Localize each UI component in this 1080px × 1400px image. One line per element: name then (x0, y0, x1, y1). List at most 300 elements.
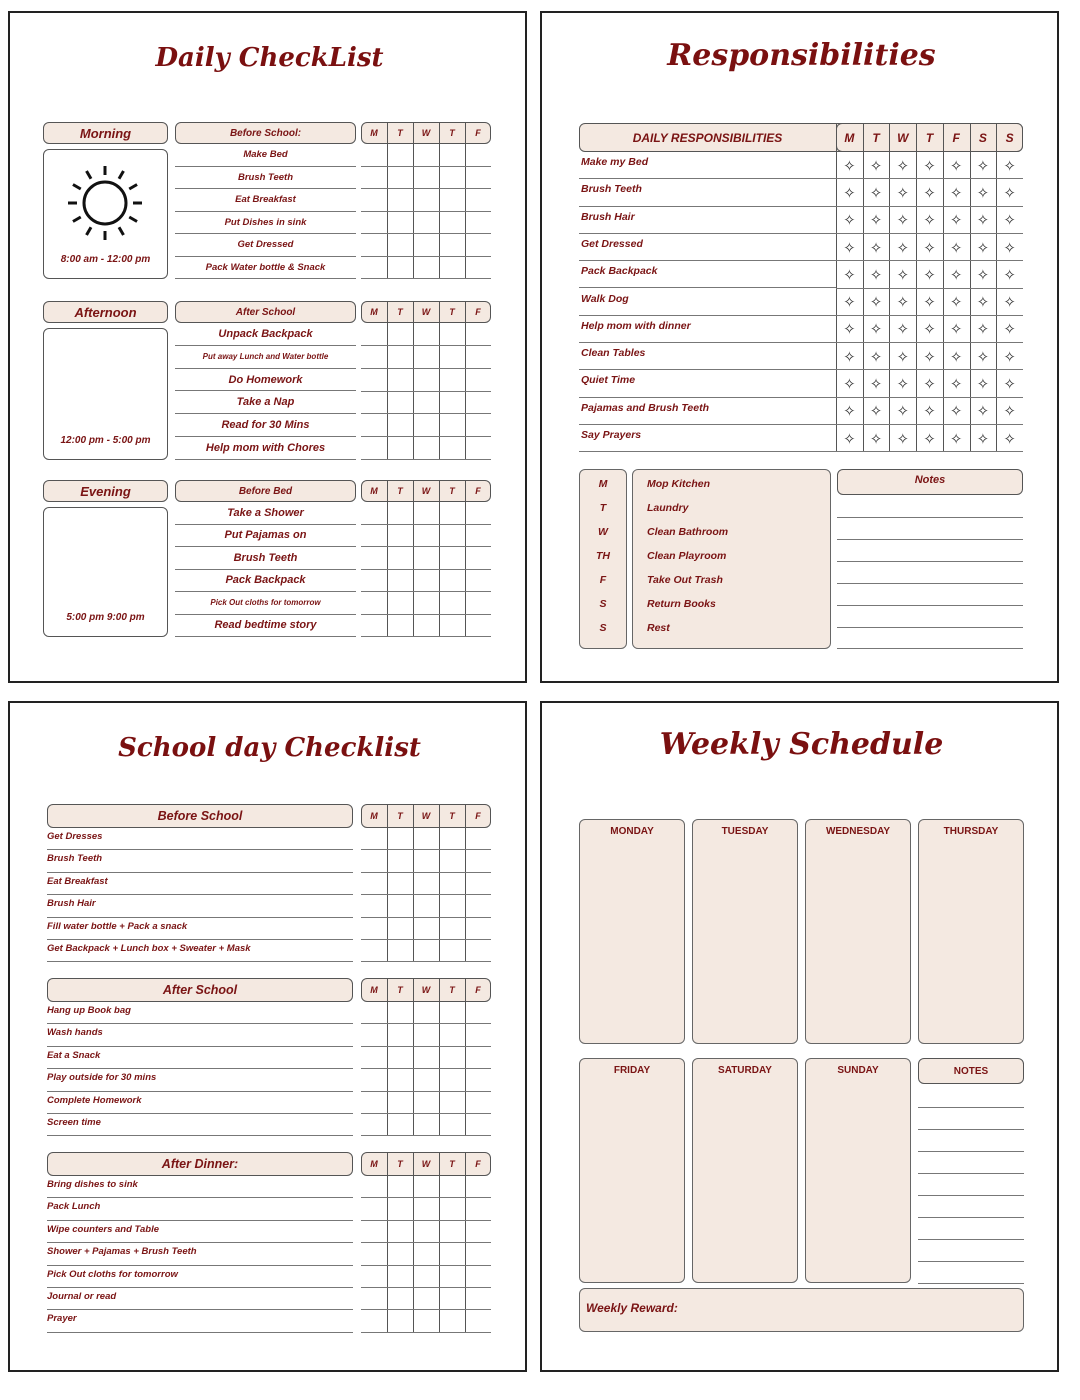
checkbox-cell[interactable] (361, 940, 387, 962)
star-checkbox[interactable]: ✧ (896, 266, 910, 284)
checkbox-cell[interactable] (439, 570, 465, 593)
checkbox-cell[interactable] (413, 1047, 439, 1069)
checkbox-cell[interactable] (413, 615, 439, 638)
checkbox-cell[interactable] (465, 525, 491, 548)
checkbox-cell[interactable] (439, 1002, 465, 1024)
star-checkbox[interactable]: ✧ (896, 430, 910, 448)
checkbox-cell[interactable] (361, 1266, 387, 1288)
checkbox-cell[interactable] (413, 940, 439, 962)
checkbox-cell[interactable] (413, 1221, 439, 1243)
checkbox-cell[interactable] (387, 437, 413, 460)
star-checkbox[interactable]: ✧ (923, 212, 936, 230)
star-checkbox[interactable]: ✧ (949, 348, 963, 366)
checkbox-cell[interactable] (439, 1092, 465, 1114)
checkbox-cell[interactable] (439, 1221, 465, 1243)
day-box-friday[interactable] (579, 1058, 685, 1283)
checkbox-cell[interactable] (439, 323, 465, 346)
star-checkbox[interactable]: ✧ (1003, 266, 1016, 284)
checkbox-cell[interactable] (413, 212, 439, 235)
checkbox-cell[interactable] (439, 189, 465, 212)
checkbox-cell[interactable] (387, 346, 413, 369)
checkbox-cell[interactable] (413, 437, 439, 460)
notes-line[interactable] (918, 1151, 1024, 1152)
checkbox-cell[interactable] (439, 1114, 465, 1136)
checkbox-cell[interactable] (465, 502, 491, 525)
star-checkbox[interactable]: ✧ (896, 348, 910, 366)
notes-line[interactable] (918, 1239, 1024, 1240)
checkbox-cell[interactable] (387, 323, 413, 346)
checkbox-cell[interactable] (387, 414, 413, 437)
checkbox-cell[interactable] (465, 1069, 491, 1091)
checkbox-cell[interactable] (413, 1002, 439, 1024)
checkbox-cell[interactable] (439, 615, 465, 638)
checkbox-cell[interactable] (439, 1266, 465, 1288)
checkbox-cell[interactable] (465, 257, 491, 280)
checkbox-cell[interactable] (465, 189, 491, 212)
star-checkbox[interactable]: ✧ (976, 212, 990, 230)
section-name-label: Evening (43, 480, 168, 502)
star-checkbox[interactable]: ✧ (949, 376, 963, 394)
checkbox-cell[interactable] (387, 547, 413, 570)
checkbox-cell[interactable] (465, 437, 491, 460)
notes-line[interactable] (837, 605, 1023, 606)
star-checkbox[interactable]: ✧ (976, 321, 990, 339)
day-label: S (1005, 130, 1014, 145)
star-checkbox[interactable]: ✧ (896, 212, 910, 230)
star-checkbox[interactable]: ✧ (923, 376, 936, 394)
checkbox-cell[interactable] (361, 1198, 387, 1220)
star-checkbox[interactable]: ✧ (976, 266, 990, 284)
checkbox-cell[interactable] (439, 167, 465, 190)
checkbox-cell[interactable] (439, 918, 465, 940)
notes-line[interactable] (837, 561, 1023, 562)
star-checkbox[interactable]: ✧ (923, 184, 936, 202)
checkbox-cell[interactable] (387, 1243, 413, 1265)
checkbox-cell[interactable] (361, 414, 387, 437)
star-checkbox[interactable]: ✧ (976, 376, 990, 394)
star-checkbox[interactable]: ✧ (896, 321, 910, 339)
star-checkbox[interactable]: ✧ (976, 157, 990, 175)
notes-line[interactable] (918, 1107, 1024, 1108)
checkbox-cell[interactable] (439, 234, 465, 257)
checkbox-cell[interactable] (361, 828, 387, 850)
checkbox-cell[interactable] (361, 1243, 387, 1265)
checkbox-cell[interactable] (439, 873, 465, 895)
checkbox-cell[interactable] (387, 1176, 413, 1198)
checkbox-cell[interactable] (413, 144, 439, 167)
star-checkbox[interactable]: ✧ (949, 321, 963, 339)
star-checkbox[interactable]: ✧ (1003, 376, 1016, 394)
checkbox-cell[interactable] (413, 525, 439, 548)
checkbox-cell[interactable] (361, 1114, 387, 1136)
checkbox-cell[interactable] (361, 570, 387, 593)
notes-line[interactable] (837, 583, 1023, 584)
star-checkbox[interactable]: ✧ (1003, 321, 1016, 339)
star-checkbox[interactable]: ✧ (1003, 157, 1016, 175)
checkbox-cell[interactable] (361, 323, 387, 346)
checkbox-cell[interactable] (361, 918, 387, 940)
checkbox-cell[interactable] (361, 437, 387, 460)
checkbox-cell[interactable] (439, 144, 465, 167)
checkbox-cell[interactable] (361, 1310, 387, 1332)
star-checkbox[interactable]: ✧ (869, 294, 883, 312)
checkbox-cell[interactable] (465, 1221, 491, 1243)
checkbox-cell[interactable] (361, 167, 387, 190)
checkbox-cell[interactable] (387, 1069, 413, 1091)
star-checkbox[interactable]: ✧ (949, 239, 963, 257)
checkbox-cell[interactable] (387, 940, 413, 962)
star-checkbox[interactable]: ✧ (896, 376, 910, 394)
checkbox-cell[interactable] (413, 1092, 439, 1114)
checkbox-cell[interactable] (465, 323, 491, 346)
star-checkbox[interactable]: ✧ (923, 403, 936, 421)
star-checkbox[interactable]: ✧ (869, 212, 883, 230)
star-checkbox[interactable]: ✧ (1003, 239, 1016, 257)
star-checkbox[interactable]: ✧ (949, 266, 963, 284)
checkbox-cell[interactable] (387, 1198, 413, 1220)
checkbox-cell[interactable] (465, 918, 491, 940)
star-checkbox[interactable]: ✧ (1003, 430, 1016, 448)
checkbox-cell[interactable] (439, 592, 465, 615)
checkbox-cell[interactable] (361, 502, 387, 525)
checkbox-cell[interactable] (413, 828, 439, 850)
checkbox-cell[interactable] (439, 437, 465, 460)
star-checkbox[interactable]: ✧ (1003, 212, 1016, 230)
checkbox-cell[interactable] (413, 369, 439, 392)
star-checkbox[interactable]: ✧ (869, 157, 883, 175)
checkbox-cell[interactable] (387, 257, 413, 280)
task-row (47, 1176, 353, 1198)
star-checkbox[interactable]: ✧ (976, 294, 990, 312)
star-checkbox[interactable]: ✧ (923, 348, 936, 366)
notes-line[interactable] (918, 1173, 1024, 1174)
star-checkbox[interactable]: ✧ (949, 184, 963, 202)
checkbox-cell[interactable] (465, 144, 491, 167)
checkbox-cell[interactable] (465, 547, 491, 570)
checkbox-cell[interactable] (361, 1092, 387, 1114)
checkbox-cell[interactable] (439, 1047, 465, 1069)
task-row (47, 873, 353, 895)
star-checkbox[interactable]: ✧ (923, 430, 936, 448)
star-checkbox[interactable]: ✧ (843, 321, 856, 339)
checkbox-cell[interactable] (361, 144, 387, 167)
checkbox-cell[interactable] (465, 1266, 491, 1288)
notes-line[interactable] (918, 1217, 1024, 1218)
checkbox-cell[interactable] (387, 1047, 413, 1069)
checkbox-cell[interactable] (439, 1198, 465, 1220)
star-checkbox[interactable]: ✧ (843, 184, 856, 202)
checkbox-cell[interactable] (413, 189, 439, 212)
checkbox-cell[interactable] (387, 1002, 413, 1024)
checkbox-cell[interactable] (465, 895, 491, 917)
star-checkbox[interactable]: ✧ (976, 348, 990, 366)
checkbox-cell[interactable] (465, 392, 491, 415)
star-checkbox[interactable]: ✧ (869, 403, 883, 421)
day-box-sunday[interactable] (805, 1058, 911, 1283)
checkbox-cell[interactable] (439, 1243, 465, 1265)
checkbox-cell[interactable] (465, 414, 491, 437)
checkbox-cell[interactable] (413, 1069, 439, 1091)
star-checkbox[interactable]: ✧ (843, 266, 856, 284)
checkbox-cell[interactable] (465, 346, 491, 369)
star-checkbox[interactable]: ✧ (1003, 348, 1016, 366)
star-checkbox[interactable]: ✧ (1003, 403, 1016, 421)
checkbox-cell[interactable] (413, 547, 439, 570)
day-box-thursday[interactable] (918, 819, 1024, 1044)
checkbox-cell[interactable] (413, 1176, 439, 1198)
checkbox-cell[interactable] (439, 547, 465, 570)
checkbox-cell[interactable] (413, 234, 439, 257)
checkbox-cell[interactable] (387, 144, 413, 167)
star-checkbox[interactable]: ✧ (869, 430, 883, 448)
checkbox-cell[interactable] (465, 167, 491, 190)
checkbox-cell[interactable] (465, 1243, 491, 1265)
checkbox-cell[interactable] (361, 525, 387, 548)
checkbox-cell[interactable] (439, 502, 465, 525)
checkbox-cell[interactable] (413, 1310, 439, 1332)
checkbox-cell[interactable] (361, 873, 387, 895)
checkbox-cell[interactable] (439, 346, 465, 369)
checkbox-cell[interactable] (465, 1114, 491, 1136)
checkbox-cell[interactable] (413, 873, 439, 895)
star-checkbox[interactable]: ✧ (923, 157, 936, 175)
checkbox-cell[interactable] (387, 850, 413, 872)
checkbox-cell[interactable] (413, 167, 439, 190)
checkbox-cell[interactable] (439, 1176, 465, 1198)
checkbox-cell[interactable] (361, 1288, 387, 1310)
weekly-reward-box[interactable] (579, 1288, 1024, 1332)
notes-header: Notes (837, 469, 1023, 495)
checkbox-cell[interactable] (465, 1047, 491, 1069)
checkbox-cell[interactable] (465, 212, 491, 235)
checkbox-cell[interactable] (465, 234, 491, 257)
checkbox-cell[interactable] (413, 1198, 439, 1220)
checkbox-cell[interactable] (465, 1176, 491, 1198)
star-checkbox[interactable]: ✧ (843, 157, 856, 175)
checkbox-cell[interactable] (465, 570, 491, 593)
checkbox-cell[interactable] (465, 615, 491, 638)
notes-line[interactable] (837, 648, 1023, 649)
checkbox-cell[interactable] (413, 1243, 439, 1265)
checkbox-cell[interactable] (439, 850, 465, 872)
checkbox-cell[interactable] (465, 828, 491, 850)
checkbox-cell[interactable] (387, 1288, 413, 1310)
checkbox-cell[interactable] (361, 234, 387, 257)
checkbox-cell[interactable] (361, 547, 387, 570)
star-checkbox[interactable]: ✧ (1003, 294, 1016, 312)
checkbox-cell[interactable] (387, 1266, 413, 1288)
checkbox-cell[interactable] (439, 1024, 465, 1046)
notes-line[interactable] (918, 1283, 1024, 1284)
task-row (47, 1266, 353, 1288)
checkbox-cell[interactable] (439, 828, 465, 850)
checkbox-cell[interactable] (387, 392, 413, 415)
checkbox-cell[interactable] (465, 850, 491, 872)
checkbox-cell[interactable] (387, 525, 413, 548)
checkbox-cell[interactable] (361, 1002, 387, 1024)
star-checkbox[interactable]: ✧ (896, 239, 910, 257)
star-checkbox[interactable]: ✧ (869, 266, 883, 284)
checkbox-cell[interactable] (413, 1024, 439, 1046)
time-box (43, 149, 168, 279)
checkbox-cell[interactable] (465, 369, 491, 392)
star-checkbox[interactable]: ✧ (843, 376, 856, 394)
checkbox-cell[interactable] (439, 369, 465, 392)
notes-line[interactable] (918, 1195, 1024, 1196)
checkbox-cell[interactable] (413, 323, 439, 346)
checkbox-cell[interactable] (361, 369, 387, 392)
checkbox-cell[interactable] (387, 1114, 413, 1136)
checkbox-cell[interactable] (361, 1069, 387, 1091)
checkbox-cell[interactable] (361, 257, 387, 280)
day-box-wednesday[interactable] (805, 819, 911, 1044)
checkbox-cell[interactable] (413, 392, 439, 415)
checkbox-cell[interactable] (413, 502, 439, 525)
notes-line[interactable] (837, 517, 1023, 518)
checkbox-cell[interactable] (361, 895, 387, 917)
star-checkbox[interactable]: ✧ (976, 184, 990, 202)
star-checkbox[interactable]: ✧ (843, 403, 856, 421)
checkbox-cell[interactable] (413, 895, 439, 917)
star-checkbox[interactable]: ✧ (923, 239, 936, 257)
notes-line[interactable] (837, 627, 1023, 628)
checkbox-cell[interactable] (439, 392, 465, 415)
star-checkbox[interactable]: ✧ (843, 294, 856, 312)
checkbox-cell[interactable] (439, 525, 465, 548)
checkbox-cell[interactable] (361, 1047, 387, 1069)
checkbox-cell[interactable] (387, 1092, 413, 1114)
checkbox-cell[interactable] (387, 1221, 413, 1243)
checkbox-cell[interactable] (439, 940, 465, 962)
checkbox-cell[interactable] (387, 918, 413, 940)
checkbox-cell[interactable] (413, 592, 439, 615)
star-checkbox[interactable]: ✧ (869, 184, 883, 202)
star-checkbox[interactable]: ✧ (949, 403, 963, 421)
star-checkbox[interactable]: ✧ (976, 239, 990, 257)
star-checkbox[interactable]: ✧ (949, 212, 963, 230)
checkbox-cell[interactable] (387, 234, 413, 257)
checkbox-cell[interactable] (387, 873, 413, 895)
checkbox-cell[interactable] (465, 940, 491, 962)
star-checkbox[interactable]: ✧ (923, 294, 936, 312)
checkbox-cell[interactable] (413, 1266, 439, 1288)
star-checkbox[interactable]: ✧ (869, 348, 883, 366)
star-checkbox[interactable]: ✧ (843, 348, 856, 366)
star-checkbox[interactable]: ✧ (843, 430, 856, 448)
checkbox-cell[interactable] (439, 257, 465, 280)
checkbox-cell[interactable] (465, 1198, 491, 1220)
checkbox-cell[interactable] (439, 1288, 465, 1310)
checkbox-cell[interactable] (439, 414, 465, 437)
checkbox-cell[interactable] (387, 369, 413, 392)
star-checkbox[interactable]: ✧ (896, 157, 910, 175)
checkbox-cell[interactable] (387, 828, 413, 850)
star-checkbox[interactable]: ✧ (1003, 184, 1016, 202)
star-checkbox[interactable]: ✧ (869, 239, 883, 257)
checkbox-cell[interactable] (387, 592, 413, 615)
checkbox-cell[interactable] (361, 592, 387, 615)
star-checkbox[interactable]: ✧ (923, 321, 936, 339)
checkbox-cell[interactable] (465, 1002, 491, 1024)
checkbox-cell[interactable] (387, 615, 413, 638)
notes-line[interactable] (918, 1129, 1024, 1130)
checkbox-cell[interactable] (465, 1288, 491, 1310)
checkbox-cell[interactable] (465, 1092, 491, 1114)
checkbox-cell[interactable] (439, 1310, 465, 1332)
checkbox-cell[interactable] (361, 1221, 387, 1243)
task-row (175, 615, 356, 638)
checkbox-cell[interactable] (361, 346, 387, 369)
checkbox-cell[interactable] (361, 189, 387, 212)
checkbox-cell[interactable] (413, 257, 439, 280)
day-box-saturday[interactable] (692, 1058, 798, 1283)
star-checkbox[interactable]: ✧ (869, 321, 883, 339)
checkbox-cell[interactable] (465, 1024, 491, 1046)
checkbox-cell[interactable] (413, 570, 439, 593)
list-header: After School (175, 301, 356, 323)
star-checkbox[interactable]: ✧ (923, 266, 936, 284)
checkbox-cell[interactable] (413, 414, 439, 437)
star-checkbox[interactable]: ✧ (869, 376, 883, 394)
notes-line[interactable] (837, 539, 1023, 540)
checkbox-cell[interactable] (439, 1069, 465, 1091)
notes-line[interactable] (918, 1261, 1024, 1262)
checkbox-cell[interactable] (413, 850, 439, 872)
checkbox-cell[interactable] (361, 392, 387, 415)
checkbox-cell[interactable] (387, 570, 413, 593)
star-checkbox[interactable]: ✧ (949, 430, 963, 448)
chore-task-label: Mop Kitchen (647, 478, 710, 490)
checkbox-cell[interactable] (439, 895, 465, 917)
checkbox-cell[interactable] (439, 212, 465, 235)
checkbox-cell[interactable] (413, 918, 439, 940)
checkbox-cell[interactable] (361, 1024, 387, 1046)
star-checkbox[interactable]: ✧ (949, 157, 963, 175)
task-row (47, 828, 353, 850)
checkbox-cell[interactable] (361, 1176, 387, 1198)
star-checkbox[interactable]: ✧ (896, 403, 910, 421)
checkbox-cell[interactable] (413, 1114, 439, 1136)
star-checkbox[interactable]: ✧ (843, 239, 856, 257)
day-label: T (397, 1159, 403, 1169)
star-checkbox[interactable]: ✧ (976, 430, 990, 448)
checkbox-cell[interactable] (387, 502, 413, 525)
checkbox-cell[interactable] (413, 346, 439, 369)
star-checkbox[interactable]: ✧ (976, 403, 990, 421)
checkbox-cell[interactable] (413, 1288, 439, 1310)
star-checkbox[interactable]: ✧ (949, 294, 963, 312)
responsibility-label: Pajamas and Brush Teeth (581, 401, 709, 414)
star-checkbox[interactable]: ✧ (896, 184, 910, 202)
task-label: Get Dressed (237, 239, 294, 251)
day-box-tuesday[interactable] (692, 819, 798, 1044)
checkbox-cell[interactable] (387, 1024, 413, 1046)
checkbox-cell[interactable] (465, 1310, 491, 1332)
star-checkbox[interactable]: ✧ (843, 212, 856, 230)
checkbox-cell[interactable] (361, 850, 387, 872)
checkbox-cell[interactable] (387, 189, 413, 212)
checkbox-cell[interactable] (361, 212, 387, 235)
checkbox-cell[interactable] (361, 615, 387, 638)
day-box-monday[interactable] (579, 819, 685, 1044)
checkbox-cell[interactable] (387, 212, 413, 235)
checkbox-cell[interactable] (387, 167, 413, 190)
checkbox-cell[interactable] (387, 1310, 413, 1332)
checkbox-cell[interactable] (465, 592, 491, 615)
checkbox-cell[interactable] (387, 895, 413, 917)
checkbox-cell[interactable] (465, 873, 491, 895)
star-checkbox[interactable]: ✧ (896, 294, 910, 312)
